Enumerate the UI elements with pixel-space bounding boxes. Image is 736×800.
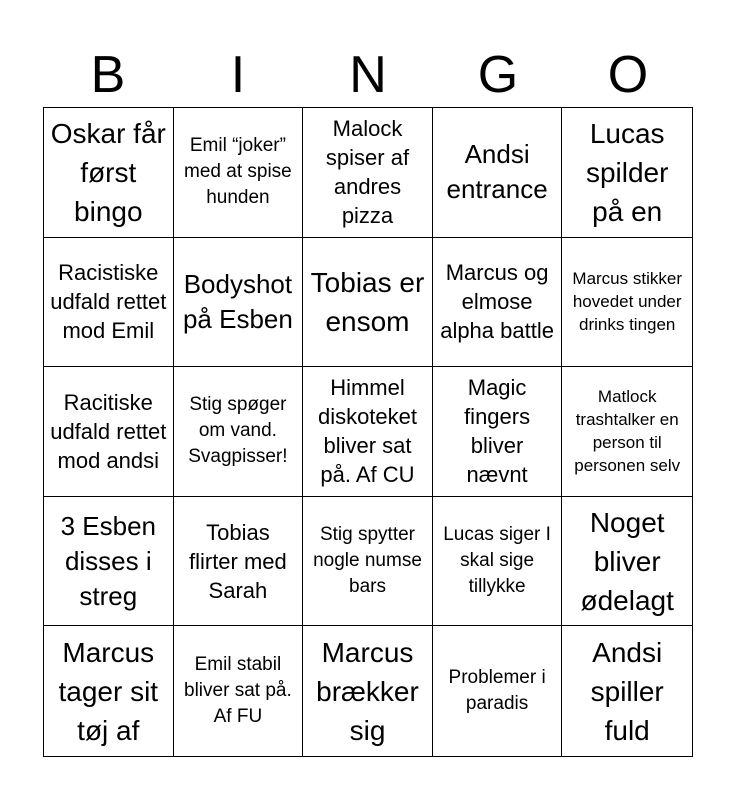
bingo-cell-r2c2[interactable] [174,238,304,368]
bingo-cell-r5c2[interactable] [174,626,304,756]
cell-text: Andsi spiller fuld [590,636,664,746]
bingo-header [43,44,693,106]
bingo-cell-r4c5[interactable] [562,497,692,627]
header-letter-i: I [230,46,246,104]
bingo-cell-r5c5[interactable] [562,626,692,756]
cell-text: Lucas siger I skal sige tillykke [443,524,551,598]
bingo-cell-r5c1[interactable] [44,626,174,756]
bingo-cell-r2c1[interactable] [44,238,174,368]
cell-text: Marcus tager sit tøj af [58,636,159,746]
cell-text: Magic fingers bliver nævnt [464,375,531,488]
bingo-cell-r3c3[interactable] [303,367,433,497]
bingo-cell-r2c4[interactable] [433,238,563,368]
cell-text: Racistiske udfald rettet mod Emil [50,260,167,344]
bingo-cell-r1c3[interactable] [303,108,433,238]
bingo-cell-r3c2[interactable] [174,367,304,497]
cell-text: Lucas spilder på en [585,117,669,227]
bingo-cell-r4c4[interactable] [433,497,563,627]
cell-text: Tobias er ensom [310,266,425,337]
cell-text: Malock spiser af andres pizza [325,116,410,229]
header-letter-o: O [607,46,649,104]
bingo-grid [43,107,693,757]
bingo-cell-r5c3[interactable] [303,626,433,756]
cell-text: Stig spøger om vand. Svagpisser! [188,394,288,468]
cell-text: Emil stabil bliver sat på. Af FU [184,654,292,728]
bingo-cell-r1c5[interactable] [562,108,692,238]
header-letter-g: G [477,46,519,104]
cell-text: Matlock trashtalker en person til personen selv [574,387,681,476]
bingo-cell-r3c5[interactable] [562,367,692,497]
bingo-cell-r3c4[interactable] [433,367,563,497]
bingo-cell-r4c2[interactable] [174,497,304,627]
header-letter-b: B [90,46,126,104]
cell-text: Marcus brækker sig [316,636,419,746]
cell-text: Stig spytter nogle numse bars [313,524,422,598]
cell-text: Himmel diskoteket bliver sat på. Af CU [317,375,418,488]
cell-text: Andsi entrance [446,139,548,205]
bingo-cell-r2c3[interactable] [303,238,433,368]
bingo-cell-r2c5[interactable] [562,238,692,368]
bingo-cell-r1c1[interactable] [44,108,174,238]
cell-text: Noget bliver ødelagt [580,506,674,616]
cell-text: Problemer i paradis [448,667,546,715]
cell-text: Racitiske udfald rettet mod andsi [50,389,167,473]
cell-text: 3 Esben disses i streg [60,510,156,611]
bingo-cell-r5c4[interactable] [433,626,563,756]
bingo-cell-r4c1[interactable] [44,497,174,627]
cell-text: Marcus stikker hovedet under drinks tingen [572,269,682,335]
bingo-cell-r1c4[interactable] [433,108,563,238]
bingo-cell-r4c3[interactable] [303,497,433,627]
cell-text: Marcus og elmose alpha battle [440,260,554,344]
cell-text: Tobias flirter med Sarah [188,519,287,603]
bingo-cell-r1c2[interactable] [174,108,304,238]
bingo-cell-r3c1[interactable] [44,367,174,497]
cell-text: Emil “joker” med at spise hunden [184,135,292,209]
header-letter-n: N [349,46,387,104]
cell-text: Oskar får først bingo [50,117,166,227]
cell-text: Bodyshot på Esben [182,268,293,334]
